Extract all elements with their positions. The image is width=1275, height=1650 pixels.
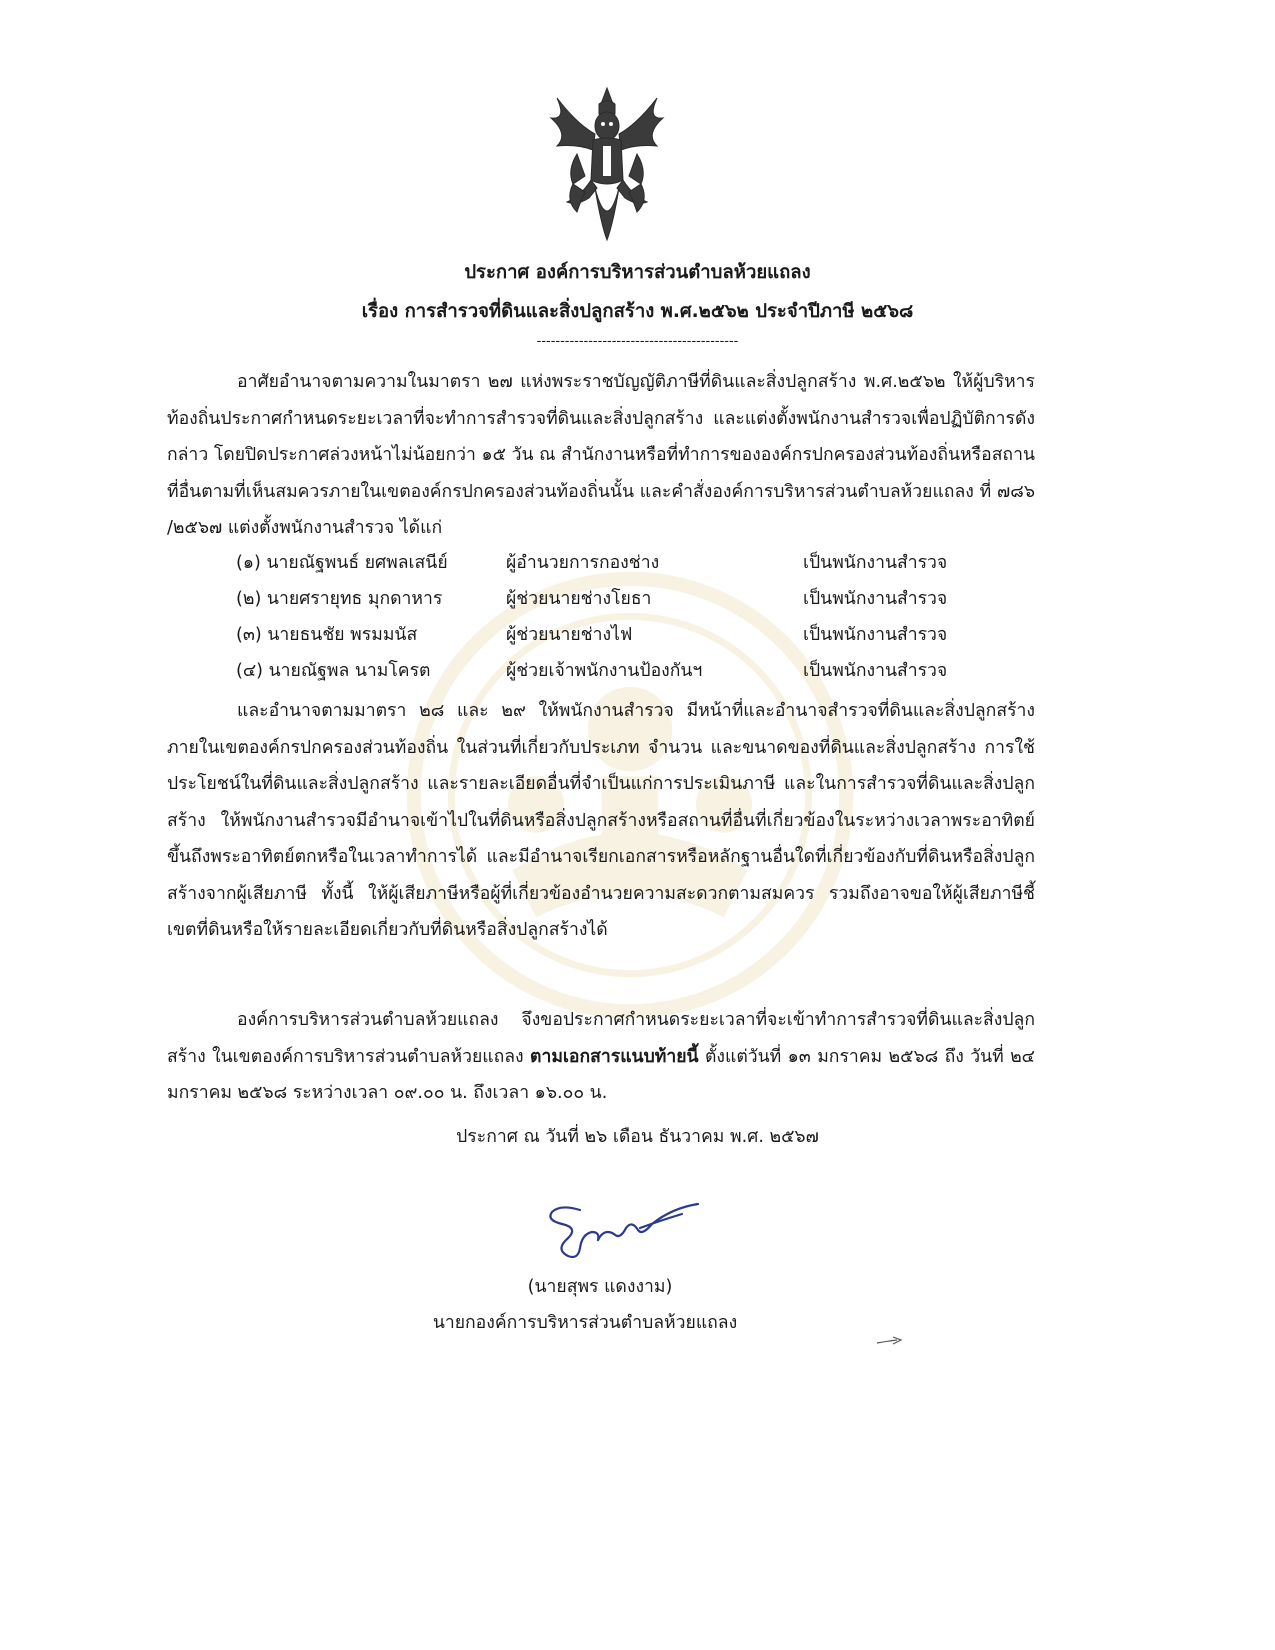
appointee-role: เป็นพนักงานสำรวจ xyxy=(803,625,948,645)
appointee-position: ผู้ช่วยเจ้าพนักงานป้องกันฯ xyxy=(506,661,703,681)
appointee-row xyxy=(236,548,1036,584)
schedule-text-start: องค์การบริหารส่วนตำบลห้วยแถลง จึงขอประกาศกำหนดระยะเวลาที่จะเข้าทำการสำรวจที่ดินและสิ่งปลูกสร้าง ในเขตองค์การบริหารส่วนตำบลห้วยแถลง xyxy=(167,1010,1035,1067)
appointee-row xyxy=(236,620,1036,656)
appointee-role: เป็นพนักงานสำรวจ xyxy=(803,661,948,681)
announcement-title: ประกาศ องค์การบริหารส่วนตำบลห้วยแถลง xyxy=(464,262,811,283)
signatory-name: (นายสุพร แดงงาม) xyxy=(527,1277,673,1297)
appointee-role: เป็นพนักงานสำรวจ xyxy=(803,589,948,609)
paragraph-legal-basis: อาศัยอำนาจตามความในมาตรา ๒๗ แห่งพระราชบัญญัติภาษีที่ดินและสิ่งปลูกสร้าง พ.ศ.๒๕๖๒ ให้ผู้บริหารท้องถิ่นประกาศกำหนดระยะเวลาที่จะทำการสำรวจที่ดินและสิ่งปลูกสร้าง และแต่งตั้งพนักงานสำรวจเพื่อปฏิบัติการดังกล่าว โดยปิดประกาศล่วงหน้าไม่น้อยกว่า ๑๕ วัน ณ สำนักงานหรือที่ทำการขององค์กรปกครองส่วนท้องถิ่นหรือสถานที่อื่นตามที่เห็นสมควรภายในเขตองค์กรปกครองส่วนท้องถิ่นนั้น และคำสั่งองค์การบริหารส่วนตำบลห้วยแถลง ที่ ๗๘๖ /๒๕๖๗ แต่งตั้งพนักงานสำรวจ ได้แก่ xyxy=(167,372,1035,538)
appointee-position: ผู้อำนวยการกองช่าง xyxy=(506,553,660,573)
paragraph-survey-schedule xyxy=(167,1002,1035,1112)
garuda-emblem-icon xyxy=(537,84,677,242)
paragraph-survey-powers: และอำนาจตามมาตรา ๒๘ และ ๒๙ ให้พนักงานสำรวจ มีหน้าที่และอำนาจสำรวจที่ดินและสิ่งปลูกสร้างภายในเขตองค์กรปกครองส่วนท้องถิ่น ในส่วนที่เกี่ยวกับประเภท จำนวน และขนาดของที่ดินและสิ่งปลูกสร้าง การใช้ประโยชน์ในที่ดินและสิ่งปลูกสร้าง และรายละเอียดอื่นที่จำเป็นแก่การประเมินภาษี และในการสำรวจที่ดินและสิ่งปลูกสร้าง ให้พนักงานสำรวจมีอำนาจเข้าไปในที่ดินหรือสิ่งปลูกสร้างหรือสถานที่อื่นที่เกี่ยวข้องในระหว่างเวลาพระอาทิตย์ขึ้นถึงพระอาทิตย์ตกหรือในเวลาทำการได้ และมีอำนาจเรียกเอกสารหรือหลักฐานอื่นใดที่เกี่ยวข้องกับที่ดินหรือสิ่งปลูกสร้างจากผู้เสียภาษี ทั้งนี้ ให้ผู้เสียภาษีหรือผู้ที่เกี่ยวข้องอำนวยความสะดวกตามสมควร รวมถึงอาจขอให้ผู้เสียภาษีชี้เขตที่ดินหรือให้รายละเอียดเกี่ยวกับที่ดินหรือสิ่งปลูกสร้างได้ xyxy=(167,701,1035,940)
appointee-position: ผู้ช่วยนายช่างโยธา xyxy=(506,589,652,609)
appointee-name: (๔) นายณัฐพล นามโครต xyxy=(236,661,431,681)
appointee-role: เป็นพนักงานสำรวจ xyxy=(803,553,948,573)
signature-icon xyxy=(522,1190,722,1268)
appointee-row xyxy=(236,584,1036,620)
announcement-subject: เรื่อง การสำรวจที่ดินและสิ่งปลูกสร้าง พ.ศ.๒๕๖๒ ประจำปีภาษี ๒๕๖๘ xyxy=(361,301,914,322)
appointee-name: (๒) นายศรายุทธ มุกดาหาร xyxy=(236,589,443,609)
issued-date: ประกาศ ณ วันที่ ๒๖ เดือน ธันวาคม พ.ศ. ๒๕๖๗ xyxy=(456,1127,819,1147)
appointee-name: (๓) นายธนชัย พรมมนัส xyxy=(236,625,418,645)
appointee-row xyxy=(236,656,1036,692)
schedule-attachment-reference: ตามเอกสารแนบท้ายนี้ xyxy=(530,1046,699,1067)
appointee-name: (๑) นายณัฐพนธ์ ยศพลเสนีย์ xyxy=(236,553,448,573)
pen-mark-icon xyxy=(875,1335,905,1347)
signatory-title: นายกองค์การบริหารส่วนตำบลห้วยแถลง xyxy=(432,1313,738,1333)
schedule-text-dates: ตั้งแต่วันที่ ๑๓ มกราคม ๒๕๖๘ ถึง วันที่ ๒๔ มกราคม ๒๕๖๘ ระหว่างเวลา ๐๙.๐๐ น. ถึงเวลา ๑๖.๐๐ น. xyxy=(167,1046,1035,1103)
appointee-position: ผู้ช่วยนายช่างไฟ xyxy=(506,625,633,645)
title-divider: ------------------------------------------- xyxy=(536,334,739,349)
